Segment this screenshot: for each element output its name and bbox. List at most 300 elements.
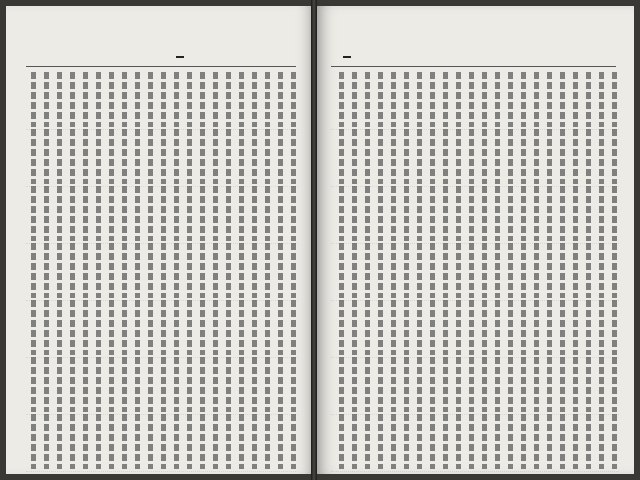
verse-column [362, 129, 372, 184]
verse-column [249, 129, 259, 184]
right-text-band [331, 357, 619, 415]
left-text-band [26, 186, 298, 244]
verse-column [479, 186, 489, 241]
verse-column [249, 72, 259, 127]
verse-column [336, 414, 346, 469]
verse-column [223, 72, 233, 127]
verse-column [531, 186, 541, 241]
verse-column [336, 72, 346, 127]
verse-column [210, 300, 220, 355]
verse-column [440, 414, 450, 469]
verse-column [466, 129, 476, 184]
verse-column [249, 186, 259, 241]
verse-column [28, 414, 38, 469]
verse-column [80, 186, 90, 241]
right-text-band [331, 300, 619, 358]
verse-column [362, 243, 372, 298]
verse-column [479, 72, 489, 127]
verse-column [440, 243, 450, 298]
verse-column [145, 357, 155, 412]
verse-column [288, 129, 298, 184]
verse-column [28, 243, 38, 298]
verse-column [388, 186, 398, 241]
verse-column [401, 243, 411, 298]
verse-column [41, 129, 51, 184]
verse-column [453, 186, 463, 241]
verse-column [440, 300, 450, 355]
verse-column [336, 243, 346, 298]
verse-column [479, 357, 489, 412]
verse-column [583, 357, 593, 412]
verse-column [362, 72, 372, 127]
verse-column [262, 357, 272, 412]
verse-column [375, 414, 385, 469]
verse-column [119, 357, 129, 412]
verse-column [570, 72, 580, 127]
verse-column [93, 357, 103, 412]
verse-column [596, 414, 606, 469]
verse-column [41, 72, 51, 127]
verse-column [505, 186, 515, 241]
verse-column [596, 357, 606, 412]
verse-column [349, 414, 359, 469]
verse-column [388, 72, 398, 127]
verse-column [249, 357, 259, 412]
verse-column [427, 186, 437, 241]
verse-column [210, 243, 220, 298]
verse-column [145, 186, 155, 241]
verse-column [67, 414, 77, 469]
verse-column [349, 243, 359, 298]
verse-column [288, 186, 298, 241]
verse-column [570, 414, 580, 469]
verse-column [106, 186, 116, 241]
verse-column [132, 357, 142, 412]
verse-column [440, 186, 450, 241]
verse-column [275, 243, 285, 298]
verse-column [388, 414, 398, 469]
verse-column [336, 129, 346, 184]
verse-column [583, 129, 593, 184]
verse-column [184, 414, 194, 469]
verse-column [505, 243, 515, 298]
verse-column [570, 129, 580, 184]
verse-column [427, 300, 437, 355]
verse-column [583, 72, 593, 127]
verse-column [479, 243, 489, 298]
verse-column [171, 357, 181, 412]
right-text-band [331, 414, 619, 472]
verse-column [544, 300, 554, 355]
verse-column [349, 300, 359, 355]
verse-column [223, 414, 233, 469]
verse-column [197, 414, 207, 469]
verse-column [288, 414, 298, 469]
verse-column [531, 357, 541, 412]
verse-column [119, 129, 129, 184]
verse-column [427, 129, 437, 184]
verse-column [596, 243, 606, 298]
right-header-rule [331, 66, 616, 67]
verse-column [80, 129, 90, 184]
verse-column [518, 72, 528, 127]
verse-column [119, 186, 129, 241]
verse-column [492, 129, 502, 184]
verse-column [275, 186, 285, 241]
verse-column [544, 129, 554, 184]
verse-column [158, 357, 168, 412]
verse-column [609, 357, 619, 412]
verse-column [375, 300, 385, 355]
verse-column [570, 243, 580, 298]
verse-column [544, 243, 554, 298]
verse-column [106, 243, 116, 298]
left-text-band [26, 129, 298, 187]
verse-column [262, 414, 272, 469]
verse-column [492, 186, 502, 241]
verse-column [531, 300, 541, 355]
verse-column [492, 414, 502, 469]
verse-column [262, 243, 272, 298]
verse-column [609, 414, 619, 469]
verse-column [41, 414, 51, 469]
verse-column [414, 414, 424, 469]
verse-column [466, 72, 476, 127]
verse-column [362, 357, 372, 412]
verse-column [145, 414, 155, 469]
verse-column [375, 186, 385, 241]
verse-column [288, 72, 298, 127]
verse-column [557, 357, 567, 412]
verse-column [223, 357, 233, 412]
verse-column [388, 129, 398, 184]
verse-column [184, 186, 194, 241]
left-text-block [26, 72, 298, 460]
left-text-band [26, 414, 298, 472]
verse-column [54, 243, 64, 298]
verse-column [492, 243, 502, 298]
right-text-block [331, 72, 619, 460]
verse-column [349, 357, 359, 412]
verse-column [375, 243, 385, 298]
verse-column [401, 72, 411, 127]
verse-column [544, 72, 554, 127]
verse-column [236, 300, 246, 355]
verse-column [557, 186, 567, 241]
verse-column [288, 300, 298, 355]
verse-column [557, 72, 567, 127]
verse-column [492, 72, 502, 127]
verse-column [275, 357, 285, 412]
verse-column [171, 186, 181, 241]
verse-column [158, 129, 168, 184]
verse-column [80, 72, 90, 127]
verse-column [414, 357, 424, 412]
verse-column [466, 300, 476, 355]
verse-column [544, 357, 554, 412]
verse-column [427, 72, 437, 127]
verse-column [171, 414, 181, 469]
verse-column [80, 243, 90, 298]
verse-column [557, 414, 567, 469]
verse-column [158, 186, 168, 241]
verse-column [505, 72, 515, 127]
verse-column [54, 186, 64, 241]
verse-column [362, 414, 372, 469]
verse-column [583, 414, 593, 469]
verse-column [401, 357, 411, 412]
verse-column [466, 414, 476, 469]
verse-column [544, 414, 554, 469]
verse-column [236, 357, 246, 412]
verse-column [583, 300, 593, 355]
verse-column [236, 186, 246, 241]
verse-column [479, 300, 489, 355]
verse-column [453, 129, 463, 184]
verse-column [119, 414, 129, 469]
verse-column [453, 414, 463, 469]
verse-column [466, 186, 476, 241]
verse-column [210, 129, 220, 184]
verse-column [388, 243, 398, 298]
verse-column [54, 414, 64, 469]
verse-column [262, 186, 272, 241]
verse-column [427, 357, 437, 412]
verse-column [223, 243, 233, 298]
verse-column [210, 414, 220, 469]
verse-column [518, 300, 528, 355]
verse-column [41, 300, 51, 355]
verse-column [119, 300, 129, 355]
verse-column [518, 129, 528, 184]
right-text-band [331, 186, 619, 244]
verse-column [28, 129, 38, 184]
verse-column [609, 300, 619, 355]
right-page-header [335, 48, 371, 66]
verse-column [609, 129, 619, 184]
verse-column [249, 243, 259, 298]
verse-column [197, 357, 207, 412]
verse-column [518, 357, 528, 412]
verse-column [349, 186, 359, 241]
verse-column [184, 243, 194, 298]
verse-column [440, 72, 450, 127]
left-page-number [176, 56, 184, 58]
right-text-band [331, 72, 619, 130]
verse-column [158, 72, 168, 127]
verse-column [93, 414, 103, 469]
verse-column [119, 243, 129, 298]
verse-column [531, 129, 541, 184]
verse-column [427, 414, 437, 469]
verse-column [210, 186, 220, 241]
verse-column [54, 300, 64, 355]
verse-column [132, 414, 142, 469]
verse-column [336, 357, 346, 412]
right-text-band [331, 129, 619, 187]
verse-column [505, 129, 515, 184]
verse-column [570, 357, 580, 412]
verse-column [67, 72, 77, 127]
verse-column [518, 414, 528, 469]
verse-column [171, 72, 181, 127]
verse-column [132, 186, 142, 241]
verse-column [349, 129, 359, 184]
verse-column [145, 300, 155, 355]
verse-column [453, 300, 463, 355]
verse-column [236, 243, 246, 298]
verse-column [93, 243, 103, 298]
verse-column [184, 300, 194, 355]
verse-column [596, 300, 606, 355]
verse-column [28, 300, 38, 355]
verse-column [67, 186, 77, 241]
verse-column [275, 72, 285, 127]
verse-column [492, 300, 502, 355]
verse-column [80, 357, 90, 412]
verse-column [401, 300, 411, 355]
right-page-number [343, 56, 351, 58]
verse-column [414, 300, 424, 355]
verse-column [518, 243, 528, 298]
verse-column [145, 72, 155, 127]
left-header-rule [26, 66, 296, 67]
verse-column [388, 300, 398, 355]
verse-column [518, 186, 528, 241]
verse-column [583, 186, 593, 241]
right-text-band [331, 243, 619, 301]
verse-column [249, 300, 259, 355]
verse-column [41, 186, 51, 241]
verse-column [362, 186, 372, 241]
verse-column [158, 243, 168, 298]
verse-column [505, 300, 515, 355]
verse-column [479, 414, 489, 469]
verse-column [492, 357, 502, 412]
verse-column [145, 129, 155, 184]
verse-column [427, 243, 437, 298]
verse-column [544, 186, 554, 241]
verse-column [401, 186, 411, 241]
verse-column [184, 357, 194, 412]
verse-column [184, 129, 194, 184]
verse-column [132, 129, 142, 184]
verse-column [236, 72, 246, 127]
verse-column [184, 72, 194, 127]
verse-column [440, 357, 450, 412]
verse-column [67, 129, 77, 184]
verse-column [54, 357, 64, 412]
verse-column [596, 72, 606, 127]
verse-column [557, 243, 567, 298]
verse-column [336, 300, 346, 355]
verse-column [288, 243, 298, 298]
verse-column [197, 72, 207, 127]
verse-column [414, 129, 424, 184]
verse-column [106, 300, 116, 355]
verse-column [67, 357, 77, 412]
verse-column [249, 414, 259, 469]
verse-column [80, 414, 90, 469]
verse-column [28, 186, 38, 241]
verse-column [531, 414, 541, 469]
verse-column [93, 186, 103, 241]
right-page [317, 6, 634, 474]
verse-column [158, 414, 168, 469]
verse-column [145, 243, 155, 298]
left-text-band [26, 72, 298, 130]
verse-column [479, 129, 489, 184]
verse-column [414, 186, 424, 241]
verse-column [106, 129, 116, 184]
verse-column [362, 300, 372, 355]
verse-column [336, 186, 346, 241]
verse-column [171, 129, 181, 184]
left-page-header [156, 48, 192, 66]
verse-column [197, 243, 207, 298]
verse-column [132, 243, 142, 298]
verse-column [466, 357, 476, 412]
verse-column [197, 300, 207, 355]
verse-column [440, 129, 450, 184]
verse-column [223, 300, 233, 355]
verse-column [375, 129, 385, 184]
left-text-band [26, 357, 298, 415]
verse-column [93, 72, 103, 127]
verse-column [106, 72, 116, 127]
verse-column [596, 129, 606, 184]
left-text-band [26, 243, 298, 301]
verse-column [67, 300, 77, 355]
verse-column [106, 357, 116, 412]
verse-column [505, 357, 515, 412]
verse-column [414, 243, 424, 298]
verse-column [41, 243, 51, 298]
verse-column [466, 243, 476, 298]
verse-column [210, 357, 220, 412]
verse-column [158, 300, 168, 355]
verse-column [375, 357, 385, 412]
verse-column [453, 357, 463, 412]
verse-column [414, 72, 424, 127]
verse-column [236, 414, 246, 469]
verse-column [106, 414, 116, 469]
verse-column [570, 186, 580, 241]
verse-column [453, 243, 463, 298]
left-text-band [26, 300, 298, 358]
verse-column [505, 414, 515, 469]
verse-column [609, 243, 619, 298]
verse-column [28, 72, 38, 127]
verse-column [28, 357, 38, 412]
verse-column [197, 186, 207, 241]
verse-column [197, 129, 207, 184]
verse-column [119, 72, 129, 127]
verse-column [531, 243, 541, 298]
verse-column [236, 129, 246, 184]
verse-column [609, 72, 619, 127]
verse-column [570, 300, 580, 355]
verse-column [596, 186, 606, 241]
verse-column [531, 72, 541, 127]
verse-column [54, 129, 64, 184]
left-page [6, 6, 311, 474]
verse-column [262, 72, 272, 127]
verse-column [132, 300, 142, 355]
verse-column [132, 72, 142, 127]
verse-column [557, 129, 567, 184]
verse-column [54, 72, 64, 127]
